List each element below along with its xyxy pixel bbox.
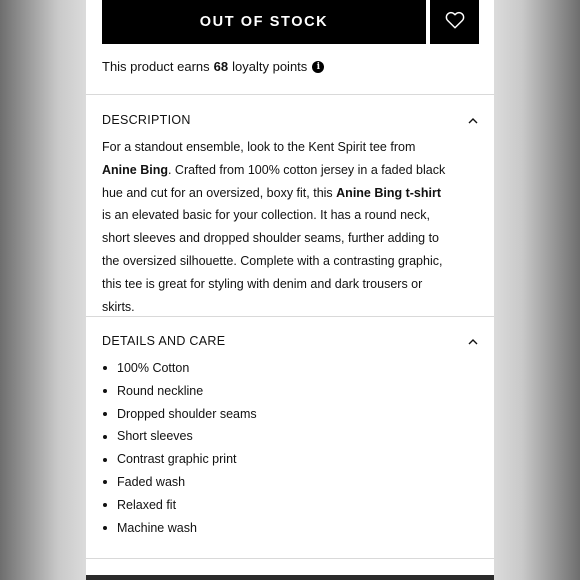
details-title: DETAILS AND CARE <box>102 334 226 348</box>
description-header[interactable] <box>102 113 478 127</box>
chevron-up-icon[interactable] <box>468 115 478 125</box>
description-text-3: is an elevated basic for your collection. It has a round neck, short sleeves and dropped shoulder seams, further adding to the oversized silhouette. Complete with a contrasting graphic, this tee is great for styling with denim and dark trousers or skirts. <box>102 208 443 314</box>
loyalty-points-value: 68 <box>213 59 229 74</box>
loyalty-suffix: loyalty points <box>232 59 308 74</box>
list-item: Machine wash <box>102 517 452 540</box>
description-title: DESCRIPTION <box>102 113 191 127</box>
details-list <box>102 357 452 539</box>
list-item: Contrast graphic print <box>102 448 452 471</box>
list-item: Relaxed fit <box>102 494 452 517</box>
wishlist-button[interactable] <box>430 0 479 44</box>
info-icon[interactable]: i <box>312 61 324 73</box>
divider <box>86 94 494 95</box>
list-item: Short sleeves <box>102 425 452 448</box>
list-item: Round neckline <box>102 380 452 403</box>
loyalty-points-text <box>102 59 324 74</box>
description-body <box>102 136 452 318</box>
description-text-1: For a standout ensemble, look to the Kent Spirit tee from <box>102 140 416 154</box>
loyalty-prefix: This product earns <box>102 59 210 74</box>
heart-icon <box>445 11 465 34</box>
list-item: Dropped shoulder seams <box>102 403 452 426</box>
list-item: Faded wash <box>102 471 452 494</box>
product-name: Anine Bing t-shirt <box>336 185 442 200</box>
out-of-stock-button[interactable]: OUT OF STOCK <box>102 0 426 44</box>
chevron-up-icon[interactable] <box>468 336 478 346</box>
divider <box>86 558 494 559</box>
brand-name: Anine Bing <box>102 162 168 177</box>
product-info-panel <box>86 0 494 580</box>
details-header[interactable] <box>102 334 478 348</box>
divider <box>86 316 494 317</box>
footer-bar <box>86 575 494 580</box>
description-text-2: . Crafted from 100% cotton jersey in a faded black hue and cut for an oversized, boxy fit, this <box>102 162 446 200</box>
list-item: 100% Cotton <box>102 357 452 380</box>
